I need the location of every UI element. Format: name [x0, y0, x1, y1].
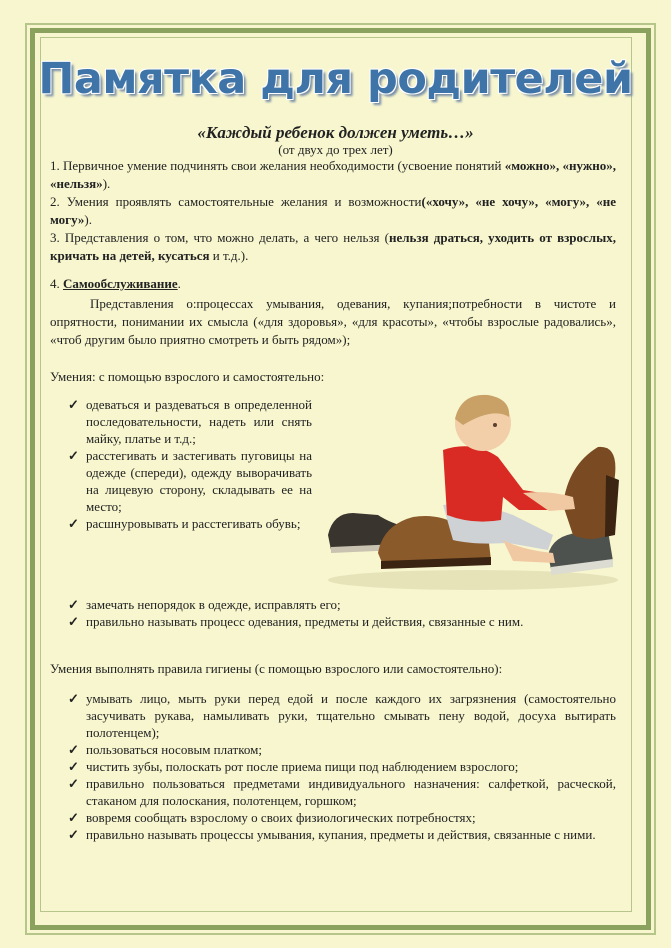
child-with-shoes-photo [323, 385, 628, 595]
check-icon: ✓ [68, 691, 79, 706]
hygiene-intro: Умения выполнять правила гигиены (с помощью взрослого или самостоятельно): [50, 661, 503, 676]
list-item-text: чистить зубы, полоскать рот после приема пищи под наблюдением взрослого; [86, 759, 519, 774]
item-3 [50, 229, 616, 265]
check-icon: ✓ [68, 614, 79, 629]
list-item [68, 741, 616, 758]
list-item [68, 758, 616, 775]
self-care-description: Представления о:процессах умывания, одевания, купания;потребности в чистоте и опрятности, понимании их смысла («для здоровья», «для красоты», «чтобы взрослые радовались», «чтоб другим было приятно смотреть и быть рядом»); [50, 296, 616, 347]
check-icon: ✓ [68, 776, 79, 791]
list-item [68, 396, 312, 447]
check-icon: ✓ [68, 827, 79, 842]
check-icon: ✓ [68, 742, 79, 757]
item-3-end: и т.д.). [209, 248, 249, 263]
list-item-text: расшнуровывать и расстегивать обувь; [86, 516, 301, 531]
list-item-text: пользоваться носовым платком; [86, 742, 262, 757]
skills-list [68, 396, 312, 532]
list-item [68, 826, 616, 843]
list-item-text: умывать лицо, мыть руки перед едой и после каждого их загрязнения (самостоятельно засучивать рукава, намыливать руки, тщательно смывать пену водой, досуха вытирать полотенцем); [86, 691, 616, 740]
item-4-bold: Самообслуживание [63, 276, 178, 291]
list-item-text: вовремя сообщать взрослому о своих физиологических потребностях; [86, 810, 476, 825]
list-item [68, 515, 312, 532]
list-item [68, 613, 616, 630]
list-item-text: одеваться и раздеваться в определенной последовательности, надеть или снять майку, платье и т.д.; [86, 397, 312, 446]
list-item-text: правильно называть процесс одевания, предметы и действия, связанные с ним. [86, 614, 524, 629]
list-item-text: замечать непорядок в одежде, исправлять его; [86, 597, 341, 612]
check-icon: ✓ [68, 397, 79, 412]
check-icon: ✓ [68, 759, 79, 774]
check-icon: ✓ [68, 516, 79, 531]
age-range: (от двух до трех лет) [278, 142, 393, 157]
list-item-text: расстегивать и застегивать пуговицы на одежде (спереди), одежду выворачивать на лицевую сторону, складывать ее на место; [86, 448, 312, 514]
list-item [68, 690, 616, 741]
skills-intro: Умения: с помощью взрослого и самостоятельно: [50, 369, 325, 384]
item-1 [50, 157, 616, 193]
list-item-text: правильно пользоваться предметами индивидуального назначения: салфеткой, расческой, стаканом для полоскания, полотенцем, горшком; [86, 776, 616, 808]
item-1-text: 1. Первичное умение подчинять свои желания необходимости (усвоение понятий [50, 158, 505, 173]
skills-list-continued [68, 596, 616, 630]
item-3-bold: нельзя драться, уходить от взрослых, кричать на детей, кусаться [50, 230, 617, 263]
item-1-bold: «можно», «нужно», «нельзя» [50, 158, 616, 191]
item-3-text: 3. Представления о том, что можно делать, а чего нельзя ( [50, 230, 389, 245]
subtitle: «Каждый ребенок должен уметь…» [197, 123, 474, 142]
list-item [68, 447, 312, 515]
item-2-bold: («хочу», «не хочу», «могу», «не могу» [50, 194, 616, 227]
item-2 [50, 193, 616, 229]
check-icon: ✓ [68, 810, 79, 825]
item-2-end: ). [84, 212, 93, 227]
list-item [68, 775, 616, 809]
item-4-heading [50, 275, 616, 293]
check-icon: ✓ [68, 448, 79, 463]
check-icon: ✓ [68, 597, 79, 612]
item-1-end: ). [102, 176, 111, 191]
page-title: Памятка для родителей [38, 54, 633, 104]
list-item-text: правильно называть процессы умывания, купания, предметы и действия, связанные с ними. [86, 827, 596, 842]
hygiene-list [68, 690, 616, 843]
list-item [68, 809, 616, 826]
item-4-number: 4. [50, 276, 63, 291]
item-2-text: 2. Умения проявлять самостоятельные желания и возможности [50, 194, 422, 209]
item-4-end: . [177, 276, 181, 291]
list-item [68, 596, 616, 613]
